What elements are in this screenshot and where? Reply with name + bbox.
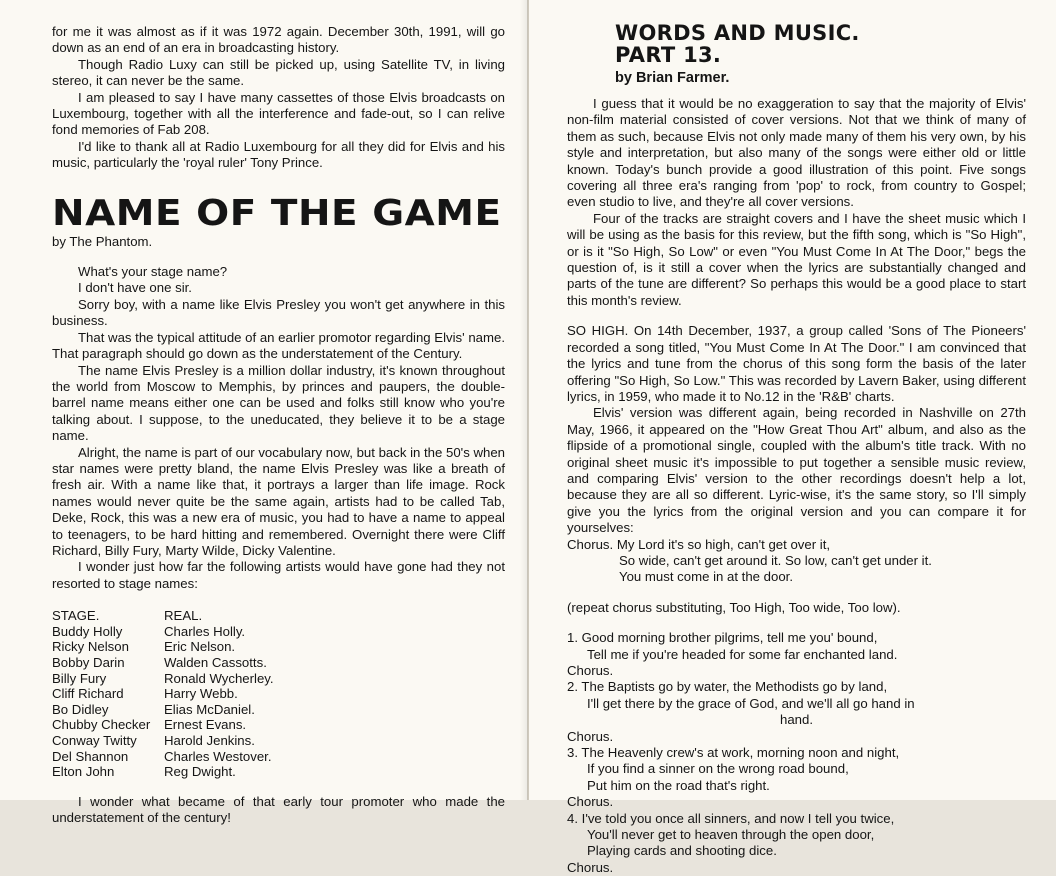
table-row [52, 639, 274, 655]
body-paragraph-3: Alright, the name is part of our vocabulary now, but back in the 50's when star names were pretty bland, the name Elvis Presley was like a breath of fresh air. With a name like that, it portrays a larger than life image. Rock names would never quite be the same again, artists had to be called Tab, Deke, Rock, this was a new era of music, you had to have a name to appeal to teenagers, to be hard hitting and remembered. Overnight there were Cliff Richard, Billy Fury, Marty Wilde, Dicky Valentine. [52, 444, 505, 558]
left-page [0, 0, 528, 826]
so-high-paragraph-2: Elvis' version was different again, being recorded in Nashville on 27th May, 1966, it appeared on the "How Great Thou Art" album, and also as the flipside of a promotional single, coupled with the album's title track. With no original sheet music it's impossible to put together a sensible music review, and comparing Elvis' version to the other recordings doesn't help a lot, because they are all so different. Lyric-wise, it's the same story, so I'll simply give you the lyrics from the original version and you can compare it for yourselves: [567, 405, 1026, 536]
stage-name: Billy Fury [52, 670, 107, 686]
verse-line: 4. I've told you once all sinners, and now I tell you twice, [567, 810, 895, 826]
table-row [52, 671, 274, 687]
stage-names-table [52, 608, 274, 780]
header-real: REAL. [164, 608, 203, 624]
dialogue-line-2: I don't have one sir. [78, 280, 192, 296]
real-name: Harry Webb. [164, 686, 238, 702]
body-paragraph-2: The name Elvis Presley is a million dollar industry, it's known throughout the world from Moscow to Memphis, by princes and paupers, the double-barrel name means either one can be used and folks still know who you're talking about. I suppose, to the uneducated, they believe it to be a stage name. [52, 362, 505, 444]
real-name: Charles Westover. [164, 748, 272, 764]
column-byline: by Brian Farmer. [615, 70, 730, 86]
stage-name: Ricky Nelson [52, 639, 129, 655]
table-row [52, 686, 274, 702]
table-row [52, 702, 274, 718]
stage-name: Elton John [52, 764, 115, 780]
verse-line: You'll never get to heaven through the open door, [587, 827, 875, 843]
verse-line: 1. Good morning brother pilgrims, tell me you' bound, [567, 630, 878, 646]
spacer [52, 780, 505, 794]
article-byline: by The Phantom. [52, 233, 153, 249]
verse-chorus-label: Chorus. [567, 728, 614, 744]
header-stage: STAGE. [52, 608, 100, 624]
verse-chorus-label: Chorus. [567, 794, 614, 810]
verse-line: I'll get there by the grace of God, and we'll all go hand in [587, 695, 915, 711]
real-name: Elias McDaniel. [164, 701, 255, 717]
table-header-row [52, 608, 274, 624]
real-name: Eric Nelson. [164, 639, 236, 655]
verse-chorus-label: Chorus. [567, 663, 614, 678]
closing-paragraph: I wonder what became of that early tour promoter who made the understatement of the century! [52, 793, 505, 826]
table-row [52, 749, 274, 765]
spacer [52, 592, 505, 606]
table-row [52, 764, 274, 780]
review-paragraph-1: I guess that it would be no exaggeration to say that the majority of Elvis' non-film material consisted of cover versions. Not that we think of many of them as such, because Elvis not only made many of them his very own, by his style and interpretation, but also many of the songs were either old or little known. Today's bunch provide a good illustration of this point. Five songs covering all three era's ranging from 'pop' to rock, from country to Gospel; even studio to live, and they're all cover versions. [567, 96, 1026, 210]
intro-paragraph-3: I am pleased to say I have many cassettes of those Elvis broadcasts on Luxembourg, together with all the interference and fade-out, so I can relive fond memories of Fab 208. [52, 89, 505, 138]
chorus-line: So wide, can't get around it. So low, can't get under it. [619, 552, 932, 568]
review-paragraph-2: Four of the tracks are straight covers and I have the sheet music which I will be using as the basis for this review, but the fifth song, which is "So High", or is it "So High, So Low" or even "You Must Come In At The Door," begs the question of, is it still a cover when the lyrics are substantially changed and parts of the tune are different? So perhaps this would be a good place to start this month's review. [567, 210, 1026, 308]
verse-line: hand. [779, 712, 813, 728]
table-row [52, 733, 274, 749]
stage-name: Cliff Richard [52, 686, 124, 702]
body-paragraph-1: That was the typical attitude of an earlier promotor regarding Elvis' name. That paragraph should go down as the understatement of the Century. [52, 329, 505, 362]
intro-paragraph-2: Though Radio Luxy can still be picked up, using Satellite TV, in living stereo, it can never be the same. [52, 56, 505, 89]
verse-line: 2. The Baptists go by water, the Methodists go by land, [567, 679, 888, 695]
real-name: Ernest Evans. [164, 717, 247, 733]
stage-name: Bo Didley [52, 701, 109, 717]
intro-paragraph-1: for me it was almost as if it was 1972 again. December 30th, 1991, will go down as an end of an era in broadcasting history. [52, 24, 505, 56]
intro-paragraph-4: I'd like to thank all at Radio Luxembourg for all they did for Elvis and his music, particularly the 'royal ruler' Tony Prince. [52, 138, 505, 171]
verse-chorus-label: Chorus. [567, 859, 614, 875]
right-page [528, 0, 1056, 875]
table-row [52, 655, 274, 671]
stage-name: Bobby Darin [52, 654, 125, 670]
spacer [567, 616, 1026, 630]
column-title-line-1: WORDS AND MUSIC. [615, 21, 860, 45]
stage-name: Buddy Holly [52, 623, 123, 639]
spacer [567, 309, 1026, 323]
real-name: Walden Cassotts. [164, 654, 267, 670]
verse-line: Playing cards and shooting dice. [587, 843, 777, 859]
verse-line: If you find a sinner on the wrong road bound, [587, 761, 849, 777]
real-name: Charles Holly. [164, 623, 246, 639]
article-title: NAME OF THE GAME [52, 192, 502, 234]
verse-line: 3. The Heavenly crew's at work, morning noon and night, [567, 745, 900, 761]
stage-name: Conway Twitty [52, 732, 137, 748]
table-row [52, 624, 274, 640]
repeat-note: (repeat chorus substituting, Too High, Too wide, Too low). [567, 599, 901, 615]
lyrics-chorus [567, 537, 1026, 586]
stage-name: Del Shannon [52, 748, 129, 764]
column-title-line-2: PART 13. [615, 43, 722, 67]
so-high-paragraph-1: SO HIGH. On 14th December, 1937, a group called 'Sons of The Pioneers' recorded a song titled, "You Must Come In At The Door." I am convinced that the lyrics and tune from the chorus of this song form the basis of the later offering "So High, So Low." This was recorded by Lavern Baker, using different lyrics, in 1959, who made it to No.12 in the 'R&B' charts. [567, 323, 1026, 404]
dialogue-line-1: What's your stage name? [78, 264, 228, 280]
real-name: Ronald Wycherley. [164, 670, 274, 686]
chorus-line: Chorus. My Lord it's so high, can't get over it, [567, 536, 831, 552]
verse-line: Tell me if you're headed for some far enchanted land. [587, 646, 898, 662]
spacer [567, 586, 1026, 600]
dialogue-line-3: Sorry boy, with a name like Elvis Presley you won't get anywhere in this business. [52, 296, 505, 329]
stage-name: Chubby Checker [52, 717, 151, 733]
real-name: Reg Dwight. [164, 764, 236, 780]
verse-line: Put him on the road that's right. [587, 777, 770, 793]
body-paragraph-4: I wonder just how far the following artists would have gone had they not resorted to stage names: [52, 559, 505, 591]
chorus-line: You must come in at the door. [619, 569, 793, 585]
lyrics-verses [567, 630, 1026, 876]
real-name: Harold Jenkins. [164, 732, 255, 748]
table-row [52, 717, 274, 733]
